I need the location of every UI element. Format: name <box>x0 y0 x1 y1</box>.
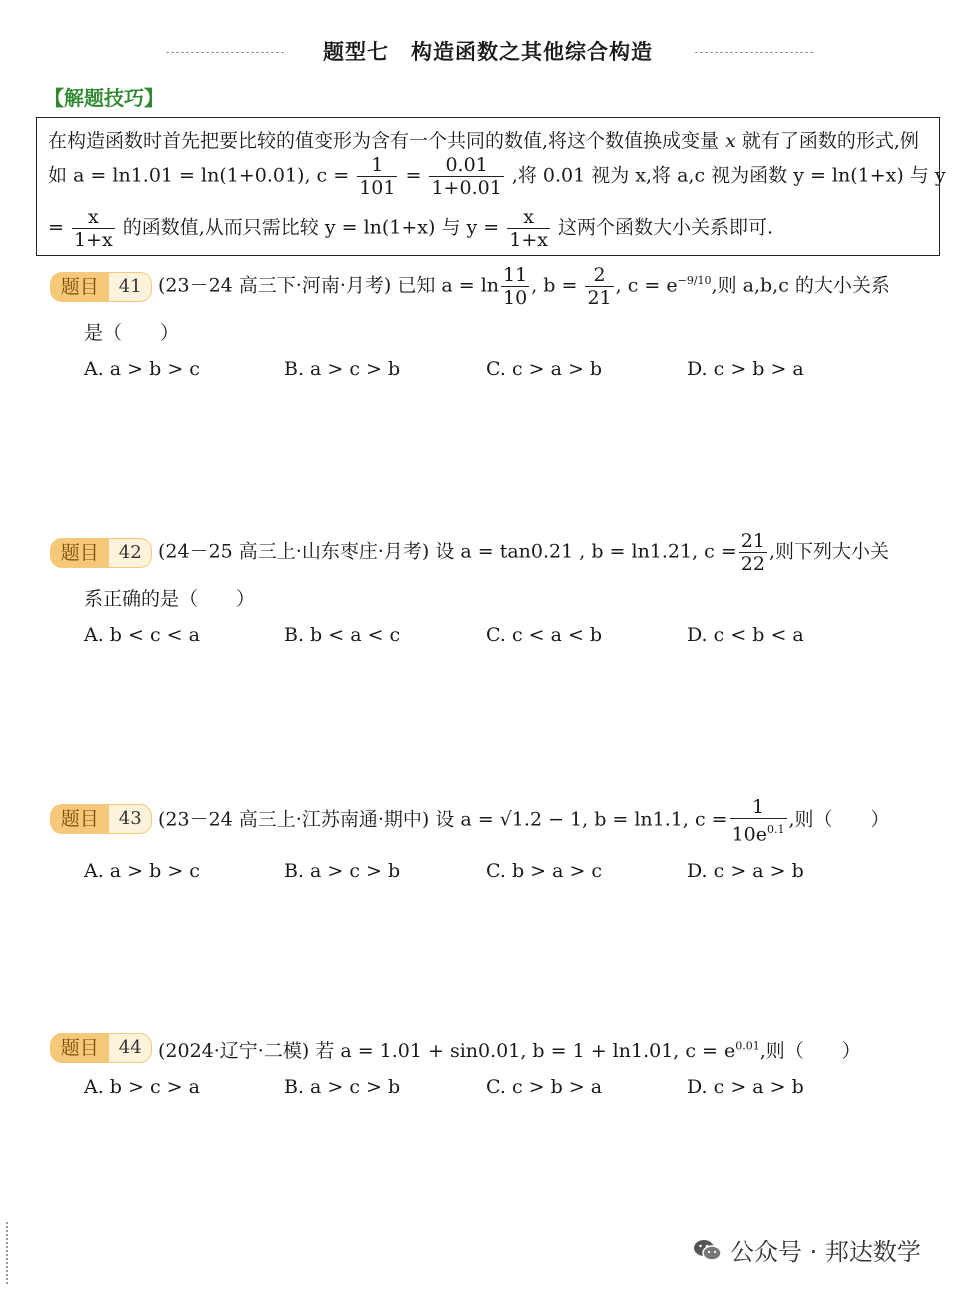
margin-dots <box>6 1222 11 1284</box>
fraction: $\frac{11}{10}$ <box>503 264 528 309</box>
fraction: $\frac{2}{21}$ <box>587 264 612 309</box>
question-44-text: (2024·辽宁·二模) 若 a = 1.01 + sin0.01, b = 1 + ln1.01, $c = e^{0.01}$,则（ ） <box>158 1039 861 1062</box>
option-42-a: A. b < c < a <box>84 624 200 646</box>
tips-label: 【解题技巧】 <box>44 86 164 110</box>
option-43-c: C. b > a > c <box>486 860 603 882</box>
fraction: $\frac{x}{1+x}$ <box>73 206 113 251</box>
option-41-c: C. c > a > b <box>486 358 603 380</box>
option-43-a: A. a > b > c <box>84 860 200 882</box>
watermark-text: 公众号 · 邦达数学 <box>730 1238 921 1266</box>
fraction: $\frac{x}{1+x}$ <box>509 206 548 251</box>
fraction: $\frac{21}{22}$ <box>740 530 765 575</box>
question-42-text: (24－25 高三上·山东枣庄·月考) 设 a = tan0.21 , b = ln1.21, c = $\frac{21}{22}$ ,则下列大小关 <box>158 530 890 575</box>
question-41-line2: 是（ ） <box>84 322 180 344</box>
option-43-d: D. c > a > b <box>687 860 804 882</box>
page-title: 题型七 构造函数之其他综合构造 <box>323 39 653 64</box>
option-44-a: A. b > c > a <box>84 1076 200 1098</box>
option-42-d: D. c < b < a <box>687 624 804 646</box>
header-rule-right <box>695 52 813 53</box>
question-badge-44: 题目 44 <box>50 1033 152 1063</box>
tips-line-3: = $\frac{x}{1+x}$ 的函数值,从而只需比较 y = ln(1+x) 与 y = $\frac{x}{1+x}$ 这两个函数大小关系即可. <box>48 206 774 251</box>
tips-line-1: 在构造函数时首先把要比较的值变形为含有一个共同的数值,将这个数值换成变量 x 就有了函数的形式,例 <box>48 130 919 152</box>
question-badge-43: 题目 43 <box>50 804 152 834</box>
fraction: $\frac{1}{10e^{0.1}}$ <box>731 796 785 846</box>
option-44-b: B. a > c > b <box>284 1076 401 1098</box>
wechat-icon <box>693 1238 723 1262</box>
tips-line-2: 如 a = ln1.01 = ln(1+0.01), c = $\frac{1}{101}$ = $\frac{0.01}{1+0.01}$ ,将 0.01 视为 x,将 a,c 视为函数 y = ln(1+x) 与 y <box>48 154 946 199</box>
option-44-c: C. c > b > a <box>486 1076 603 1098</box>
option-41-b: B. a > c > b <box>284 358 401 380</box>
option-43-b: B. a > c > b <box>284 860 401 882</box>
question-41-text: (23－24 高三下·河南·月考) 已知 a = ln $\frac{11}{10}$ , b = $\frac{2}{21}$ , $c = e^{-9/10}$,则 a,b,c 的大小关系 <box>158 264 890 309</box>
option-41-d: D. c > b > a <box>687 358 804 380</box>
question-badge-42: 题目 42 <box>50 538 152 568</box>
question-42-line2: 系正确的是（ ） <box>84 588 256 610</box>
fraction: $\frac{0.01}{1+0.01}$ <box>431 154 502 199</box>
option-44-d: D. c > a > b <box>687 1076 804 1098</box>
option-42-b: B. b < a < c <box>284 624 401 646</box>
fraction: $\frac{1}{101}$ <box>359 154 396 199</box>
question-43-text: (23－24 高三上·江苏南通·期中) 设 a = √1.2 − 1, b = ln1.1, c = $\frac{1}{10e^{0.1}}$ ,则（ ） <box>158 796 890 846</box>
option-42-c: C. c < a < b <box>486 624 603 646</box>
question-badge-41: 题目 41 <box>50 272 152 302</box>
option-41-a: A. a > b > c <box>84 358 200 380</box>
